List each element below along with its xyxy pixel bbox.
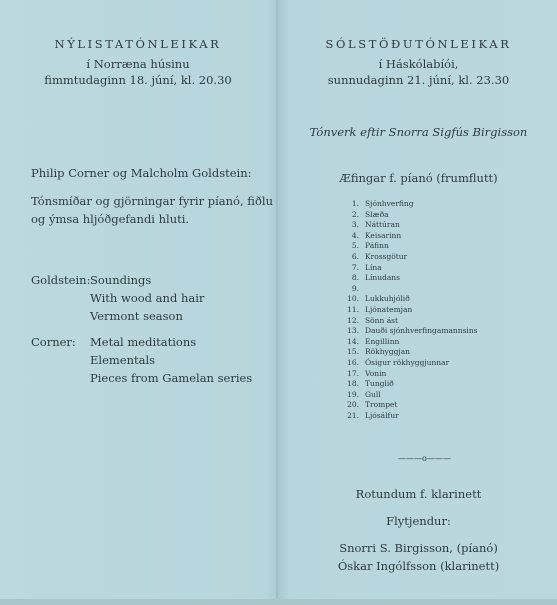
performers-heading: Flytjendur:: [386, 514, 451, 528]
movement-number: 4.: [351, 230, 359, 240]
center-fold: [276, 0, 278, 605]
movement-item: [342, 252, 407, 261]
goldstein-label: Goldstein:: [31, 273, 91, 287]
movement-title: Sjónhverfing: [365, 199, 414, 208]
movement-number: 20.: [347, 400, 359, 410]
movement-item: [342, 411, 399, 420]
goldstein-work: Soundings: [90, 273, 152, 287]
movement-number: 8.: [351, 273, 359, 283]
movement-item: [342, 273, 400, 282]
movement-number: 21.: [347, 411, 359, 420]
corner-work: Pieces from Gamelan series: [90, 371, 253, 385]
movement-item: [342, 305, 412, 314]
movement-number: 7.: [351, 262, 359, 272]
movement-title: Ljónatemjan: [365, 305, 413, 314]
movement-item: [342, 390, 381, 399]
left-description-line1: Tónsmíðar og gjörningar fyrir píanó, fiðlu: [31, 194, 273, 208]
movement-title: Dauði sjónhverfingamannsins: [365, 326, 478, 336]
movement-number: 3.: [351, 220, 359, 230]
piece-title-rotundum: Rotundum f. klarinett: [355, 487, 482, 501]
movement-number: 15.: [347, 347, 359, 357]
movement-title: Keisarinn: [365, 230, 402, 240]
right-venue: í Háskólabíói,: [378, 57, 459, 71]
movement-title: Lína: [365, 262, 382, 272]
movement-title: Slæða: [365, 209, 389, 219]
right-panel: [280, 0, 557, 605]
movement-item: [342, 379, 394, 388]
movement-title: Lukkuhjólið: [365, 294, 410, 304]
left-performers: Philip Corner og Malcholm Goldstein:: [31, 166, 252, 180]
movement-item: [342, 231, 401, 240]
movement-number: 13.: [347, 326, 359, 336]
movement-item: [342, 400, 397, 409]
movement-item: [342, 316, 398, 325]
corner-label: Corner:: [31, 335, 76, 349]
section-divider: ———o———: [398, 454, 451, 463]
movement-number: 19.: [347, 389, 359, 399]
movement-item: [342, 199, 414, 208]
movement-title: Sönn ást: [365, 315, 399, 325]
movement-item: [342, 220, 400, 229]
movement-item: [342, 347, 410, 356]
movement-number: 10.: [347, 294, 359, 304]
movement-item: [342, 210, 389, 219]
movement-number: 5.: [351, 241, 359, 251]
movement-number: 6.: [351, 252, 359, 261]
movement-title: Páfinn: [365, 241, 389, 251]
corner-work: Metal meditations: [90, 335, 197, 349]
left-date: fimmtudaginn 18. júní, kl. 20.30: [44, 73, 232, 87]
right-title: SÓLSTÖÐUTÓNLEIKAR: [325, 37, 512, 51]
movement-title: Gull: [365, 389, 381, 399]
movement-number: 11.: [347, 305, 359, 314]
movement-number: 16.: [347, 358, 359, 367]
movement-title: Engillinn: [365, 336, 400, 346]
movement-title: Trompet: [365, 400, 398, 410]
movement-title: Tunglið: [365, 379, 394, 389]
movement-title: Krossgötur: [365, 252, 408, 261]
movement-item: [342, 294, 410, 303]
left-venue: í Norræna húsinu: [86, 57, 190, 71]
movement-title: Náttúran: [365, 220, 400, 230]
movement-title: Línudans: [365, 273, 400, 283]
movement-item: [342, 358, 449, 367]
movement-number: 12.: [347, 315, 359, 325]
movement-item: [342, 369, 386, 378]
movement-number: 18.: [347, 379, 359, 389]
movement-title: Rökhyggjan: [365, 347, 411, 357]
movement-item: [342, 337, 399, 346]
goldstein-work: Vermont season: [90, 309, 183, 323]
left-description-line2: og ýmsa hljóðgefandi hluti.: [31, 212, 190, 226]
performer-clarinet: Óskar Ingólfsson (klarinett): [337, 559, 500, 573]
performer-piano: Snorri S. Birgisson, (píanó): [339, 541, 498, 555]
movement-number: 1.: [351, 199, 359, 208]
goldstein-work: With wood and hair: [90, 291, 205, 305]
movement-item: [342, 263, 382, 272]
composer-line: Tónverk eftir Snorra Sigfús Birgisson: [309, 125, 528, 139]
movement-number: 2.: [351, 209, 359, 219]
movement-title: Ósigur rökhyggjunnar: [365, 358, 450, 367]
corner-work: Elementals: [90, 353, 156, 367]
left-title: NÝLISTATÓNLEIKAR: [54, 37, 222, 51]
movement-title: Vonin: [365, 368, 387, 378]
movement-item: [342, 284, 365, 293]
movement-item: [342, 241, 389, 250]
movement-number: 9.: [351, 283, 359, 293]
movement-title: Ljósálfur: [365, 411, 399, 420]
movement-item: [342, 326, 478, 335]
movement-number: 17.: [347, 368, 359, 378]
right-date: sunnudaginn 21. júní, kl. 23.30: [327, 73, 510, 87]
piece-title-aefingar: Æfingar f. píanó (frumflutt): [339, 171, 498, 185]
movement-number: 14.: [347, 336, 359, 346]
left-panel: [0, 0, 276, 605]
